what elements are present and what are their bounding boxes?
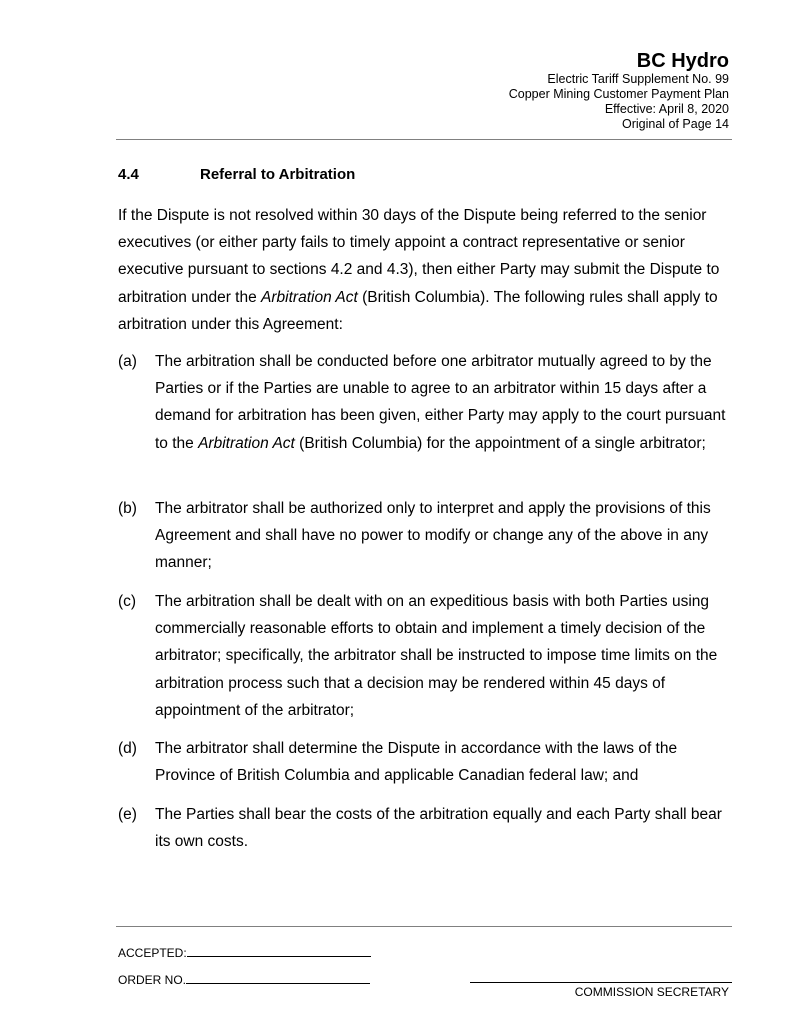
list-item xyxy=(118,801,732,855)
tariff-supplement: Electric Tariff Supplement No. 99 xyxy=(547,72,729,86)
accepted-blank xyxy=(187,944,371,957)
list-item-text: The arbitrator shall be authorized only to interpret and apply the provisions of this Agreement and shall have no power to modify or change any of the above in any manner; xyxy=(155,500,711,572)
section-heading xyxy=(118,166,355,183)
list-item-text: The arbitrator shall determine the Dispute in accordance with the laws of the Province of British Columbia and applicable Canadian federal law; and xyxy=(155,740,678,785)
list-item xyxy=(118,348,732,457)
plan-name: Copper Mining Customer Payment Plan xyxy=(508,87,729,101)
header-rule xyxy=(116,139,732,140)
commission-secretary-label: COMMISSION SECRETARY xyxy=(574,985,729,999)
list-item xyxy=(118,588,732,724)
item-a-text-2: (British Columbia) for the appointment of a single arbitrator; xyxy=(294,434,706,452)
list-item xyxy=(118,735,732,789)
section-title: Referral to Arbitration xyxy=(200,166,356,183)
list-item-label: (a) xyxy=(118,353,137,370)
order-line xyxy=(118,971,370,987)
order-label: ORDER NO. xyxy=(118,973,187,987)
list-item xyxy=(118,495,732,577)
list-item-text: The arbitration shall be dealt with on an expeditious basis with both Parties using commercially reasonable efforts to obtain and implement a timely decision of the arbitrator; specifically, the arbitrator shall be instructed to impose time limits on the arbitration process such that a decision may be rendered within 45 days of appointment of the arbitrator; xyxy=(155,593,718,719)
footer-rule xyxy=(116,926,732,927)
page-header xyxy=(509,50,729,132)
list-item-label: (d) xyxy=(118,740,137,757)
accepted-label: ACCEPTED: xyxy=(118,946,187,960)
signature-line xyxy=(470,982,732,983)
list-item-label: (e) xyxy=(118,806,137,823)
page-number: Original of Page 14 xyxy=(621,117,729,131)
list-item-text: The Parties shall bear the costs of the arbitration equally and each Party shall bear its own costs. xyxy=(155,806,722,851)
intro-text-1: If the Dispute is not resolved within 30 days of the Dispute being referred to the senior executives (or either party fails to timely appoint a contract representative or senior executive pursuant to sections 4.2 and 4.3), then either Party may submit the Dispute to arbitration under the xyxy=(118,207,720,306)
order-blank xyxy=(186,971,370,984)
list-item-label: (c) xyxy=(118,593,137,610)
intro-text-2: (British Columbia). The following rules shall apply to arbitration under this Agreement: xyxy=(118,288,718,333)
intro-paragraph xyxy=(118,202,732,338)
list-item-text xyxy=(155,348,732,457)
company-name: BC Hydro xyxy=(636,50,729,72)
effective-date: Effective: April 8, 2020 xyxy=(604,102,729,116)
section-number: 4.4 xyxy=(118,166,139,183)
item-a-text-1: The arbitration shall be conducted before one arbitrator mutually agreed to by the Parties or if the Parties are unable to agree to an arbitrator within 15 days after a demand for arbitration has been given, either Party may apply to the court pursuant to the xyxy=(155,353,726,452)
item-a-act-name: Arbitration Act xyxy=(198,434,295,452)
list-item-label: (b) xyxy=(118,500,137,517)
intro-act-name: Arbitration Act xyxy=(261,288,358,306)
accepted-line xyxy=(118,944,371,960)
